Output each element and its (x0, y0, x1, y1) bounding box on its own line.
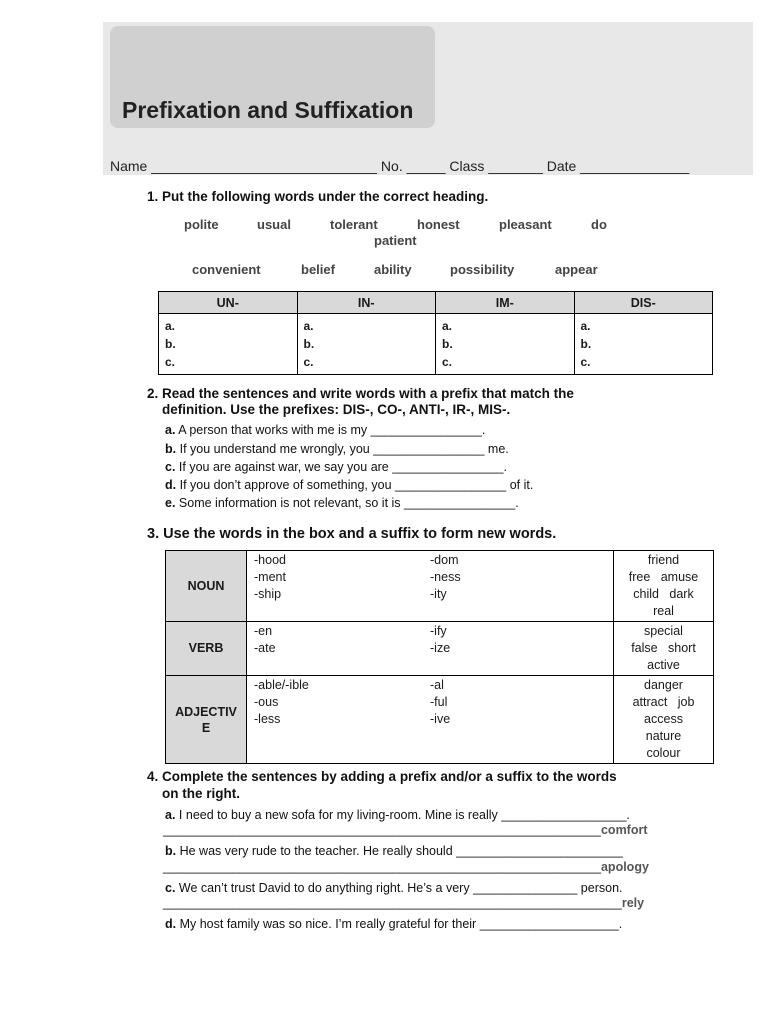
header-dis: DIS- (574, 292, 713, 314)
word-item: honest (417, 217, 460, 232)
q2-heading-line2: definition. Use the prefixes: DIS-, CO-, ANTI-, IR-, MIS-. (162, 402, 511, 417)
q2-item: e. Some information is not relevant, so it is ________________. (165, 496, 519, 510)
header-in: IN- (297, 292, 436, 314)
q2-item: a. A person that works with me is my ________________. (165, 423, 486, 437)
word-item: patient (374, 233, 417, 248)
q4-item: d. My host family was so nice. I’m really grateful for their ____________________. (165, 917, 623, 931)
answer-cell-un[interactable]: a. b. c. (159, 314, 298, 375)
word-item: pleasant (499, 217, 552, 232)
q3-heading: 3. Use the words in the box and a suffix to form new words. (147, 526, 557, 542)
words-cell-verb: special false short active (614, 622, 714, 676)
answer-cell-im[interactable]: a. b. c. (436, 314, 575, 375)
word-item: belief (301, 262, 335, 277)
answer-cell-in[interactable]: a. b. c. (297, 314, 436, 375)
word-item: ability (374, 262, 412, 277)
header-im: IM- (436, 292, 575, 314)
q4-answer-line[interactable]: _______________________________________________________________apology (163, 860, 649, 874)
word-item: usual (257, 217, 291, 232)
label-adjective: ADJECTIV E (166, 676, 247, 764)
word-item: tolerant (330, 217, 378, 232)
student-info-line: Name _____________________________ No. _____ Class _______ Date ______________ (110, 158, 690, 174)
word-item: do (591, 217, 607, 232)
suffix-cell-noun: -hood -dom -ment -ness -ship -ity (247, 551, 614, 622)
answer-cell-dis[interactable]: a. b. c. (574, 314, 713, 375)
word-item: possibility (450, 262, 515, 277)
q4-item: c. We can’t trust David to do anything right. He’s a very _______________ person. (165, 881, 623, 895)
q2-heading-line1: 2. Read the sentences and write words with a prefix that match the (147, 386, 574, 401)
q4-item: a. I need to buy a new sofa for my living-room. Mine is really __________________. (165, 808, 630, 822)
q1-heading: 1. Put the following words under the correct heading. (147, 189, 489, 204)
q2-item: c. If you are against war, we say you are ________________. (165, 460, 507, 474)
suffix-cell-adjective: -able/-ible -al -ous -ful -less -ive (247, 676, 614, 764)
words-cell-noun: friend free amuse child dark real (614, 551, 714, 622)
words-cell-adjective: danger attract job access nature colour (614, 676, 714, 764)
suffix-cell-verb: -en -ify -ate -ize (247, 622, 614, 676)
word-item: convenient (192, 262, 261, 277)
label-noun: NOUN (166, 551, 247, 622)
q4-answer-line[interactable]: __________________________________________________________________rely (163, 896, 645, 910)
q4-item: b. He was very rude to the teacher. He really should ________________________ (165, 844, 623, 858)
q4-answer-line[interactable]: _______________________________________________________________comfort (163, 823, 648, 837)
q2-item: b. If you understand me wrongly, you ________________ me. (165, 442, 509, 456)
word-item: polite (184, 217, 219, 232)
header-un: UN- (159, 292, 298, 314)
q2-item: d. If you don’t approve of something, you ________________ of it. (165, 478, 534, 492)
page-title: Prefixation and Suffixation (122, 97, 414, 123)
word-item: appear (555, 262, 598, 277)
q4-heading-line1: 4. Complete the sentences by adding a prefix and/or a suffix to the words (147, 769, 617, 784)
prefix-heading-table (158, 291, 713, 375)
suffix-table (165, 550, 714, 764)
q4-heading-line2: on the right. (162, 786, 240, 801)
label-verb: VERB (166, 622, 247, 676)
